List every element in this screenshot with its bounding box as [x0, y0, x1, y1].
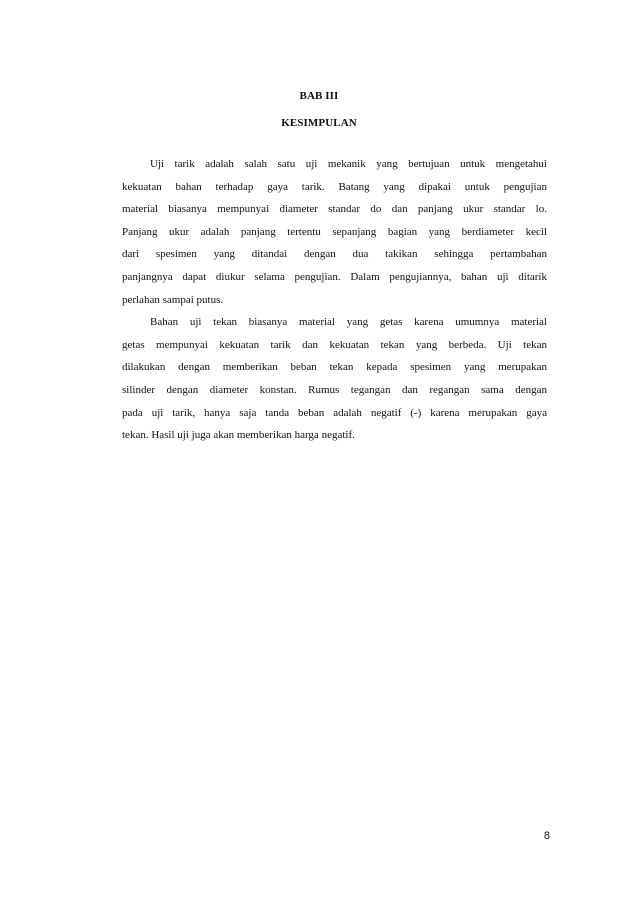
paragraph-line: kekuatan bahan terhadap gaya tarik. Batang yang dipakai untuk pengujian — [122, 180, 547, 193]
body-text — [122, 153, 547, 447]
paragraph-line: tekan. Hasil uji juga akan memberikan harga negatif. — [122, 429, 355, 442]
paragraph-line: getas mempunyai kekuatan tarik dan kekuatan tekan yang berbeda. Uji tekan — [122, 338, 547, 351]
page-number: 8 — [543, 830, 550, 842]
paragraph-line: material biasanya mempunyai diameter standar do dan panjang ukur standar lo. — [122, 203, 547, 216]
paragraph-1 — [122, 153, 547, 311]
paragraph-line: perlahan sampai putus. — [122, 293, 224, 306]
paragraph-line: dilakukan dengan memberikan beban tekan kepada spesimen yang merupakan — [122, 361, 547, 374]
paragraph-2 — [122, 311, 547, 447]
paragraph-line: panjangnya dapat diukur selama pengujian. Dalam pengujiannya, bahan uji ditarik — [122, 270, 547, 283]
chapter-title: KESIMPULAN — [281, 117, 357, 129]
paragraph-line: Panjang ukur adalah panjang tertentu sepanjang bagian yang berdiameter kecil — [122, 225, 547, 238]
paragraph-line: dari spesimen yang ditandai dengan dua takikan sehingga pertambahan — [122, 248, 547, 261]
chapter-heading: BAB III — [299, 90, 339, 102]
paragraph-line: Uji tarik adalah salah satu uji mekanik yang bertujuan untuk mengetahui — [150, 158, 547, 170]
paragraph-line: pada uji tarik, hanya saja tanda beban adalah negatif (-) karena merupakan gaya — [122, 406, 547, 419]
paragraph-line: Bahan uji tekan biasanya material yang getas karena umumnya material — [150, 316, 547, 329]
paragraph-line: silinder dengan diameter konstan. Rumus tegangan dan regangan sama dengan — [122, 383, 547, 396]
